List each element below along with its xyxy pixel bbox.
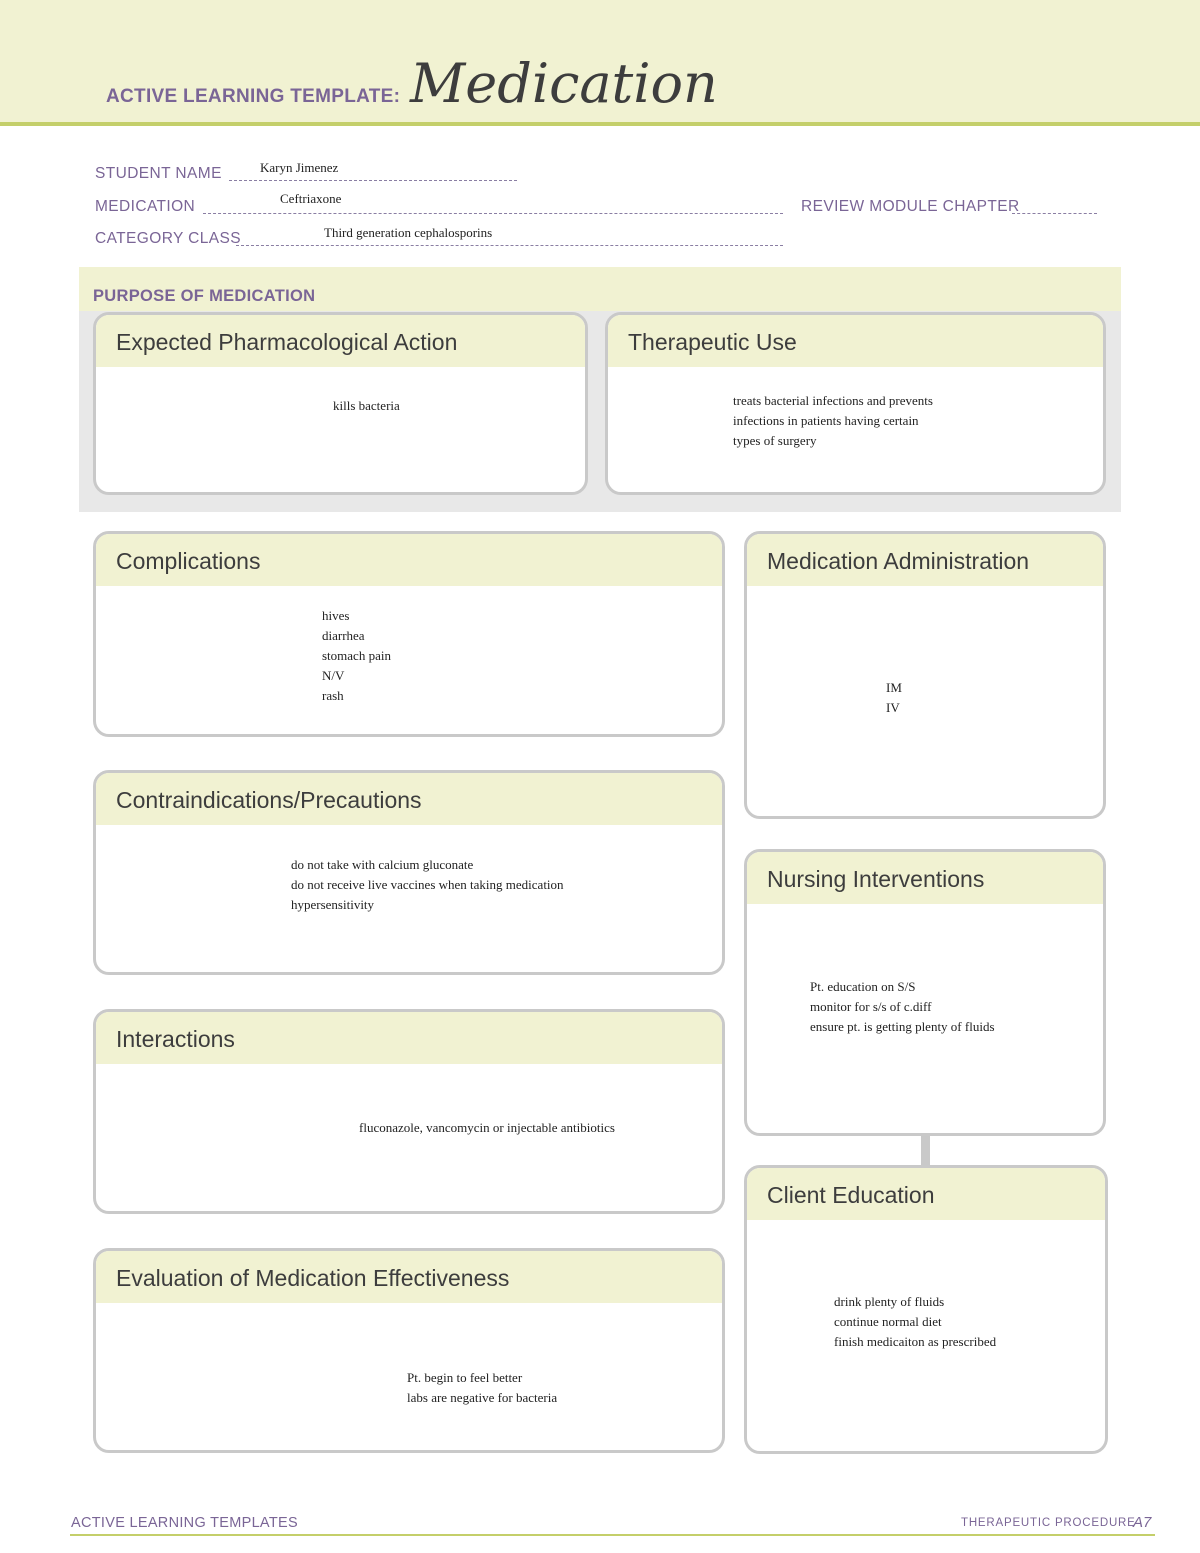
contraindications-text	[291, 855, 564, 915]
text-line: ensure pt. is getting plenty of fluids	[810, 1019, 995, 1034]
card-title: Contraindications/Precautions	[116, 787, 422, 813]
category-class-label: CATEGORY CLASS	[95, 230, 242, 247]
therapeutic-use-text	[733, 391, 933, 451]
review-module-chapter-label: REVIEW MODULE CHAPTER	[801, 198, 1020, 215]
expected-action-text	[333, 396, 400, 416]
client-education-text	[834, 1292, 996, 1352]
template-label: ACTIVE LEARNING TEMPLATE:	[106, 86, 401, 107]
card-title: Medication Administration	[767, 548, 1030, 574]
contraindications-card[interactable]	[93, 770, 725, 975]
student-name-line[interactable]	[229, 180, 517, 181]
text-line: fluconazole, vancomycin or injectable antibiotics	[359, 1120, 615, 1135]
text-line: labs are negative for bacteria	[407, 1390, 558, 1405]
complications-text	[322, 606, 391, 706]
text-line: types of surgery	[733, 433, 817, 448]
text-line: diarrhea	[322, 628, 365, 643]
text-line: kills bacteria	[333, 398, 400, 413]
medication-value[interactable]: Ceftriaxone	[280, 191, 342, 206]
card-connector	[921, 1133, 930, 1167]
interactions-card[interactable]	[93, 1009, 725, 1214]
card-title: Nursing Interventions	[767, 866, 985, 892]
text-line: IV	[886, 700, 900, 715]
card-title: Interactions	[116, 1026, 235, 1052]
category-class-line[interactable]	[236, 245, 783, 246]
text-line: do not take with calcium gluconate	[291, 857, 474, 872]
text-line: treats bacterial infections and prevents	[733, 393, 933, 408]
text-line: do not receive live vaccines when taking medication	[291, 877, 564, 892]
medication-line[interactable]	[203, 213, 783, 214]
footer-divider	[70, 1534, 1155, 1536]
template-title: Medication	[410, 52, 718, 115]
text-line: infections in patients having certain	[733, 413, 919, 428]
review-module-chapter-line[interactable]	[1012, 213, 1097, 214]
text-line: rash	[322, 688, 344, 703]
text-line: Pt. begin to feel better	[407, 1370, 523, 1385]
expected-action-card[interactable]	[93, 312, 588, 495]
nursing-interventions-card[interactable]	[744, 849, 1106, 1136]
footer-left-label: ACTIVE LEARNING TEMPLATES	[71, 1515, 298, 1531]
text-line: Pt. education on S/S	[810, 979, 916, 994]
header-divider	[0, 122, 1200, 126]
text-line: N/V	[322, 668, 345, 683]
text-line: finish medicaiton as prescribed	[834, 1334, 997, 1349]
nursing-interventions-text	[810, 977, 995, 1037]
medication-administration-text	[886, 678, 902, 718]
evaluation-text	[407, 1368, 557, 1408]
card-title: Complications	[116, 548, 261, 574]
interactions-text	[359, 1118, 615, 1138]
text-line: drink plenty of fluids	[834, 1294, 945, 1309]
card-title: Evaluation of Medication Effectiveness	[116, 1265, 510, 1291]
text-line: continue normal diet	[834, 1314, 942, 1329]
text-line: hypersensitivity	[291, 897, 375, 912]
purpose-title: PURPOSE OF MEDICATION	[93, 287, 316, 305]
text-line: IM	[886, 680, 902, 695]
footer-right-label: THERAPEUTIC PROCEDURE	[961, 1517, 1136, 1529]
text-line: monitor for s/s of c.diff	[810, 999, 932, 1014]
page-number: A7	[1133, 1514, 1152, 1531]
client-education-card[interactable]	[744, 1165, 1108, 1454]
card-title: Expected Pharmacological Action	[116, 329, 458, 355]
student-name-value[interactable]: Karyn Jimenez	[260, 160, 339, 175]
text-line: hives	[322, 608, 350, 623]
therapeutic-use-card[interactable]	[605, 312, 1106, 495]
card-title: Therapeutic Use	[628, 329, 797, 355]
text-line: stomach pain	[322, 648, 391, 663]
evaluation-card[interactable]	[93, 1248, 725, 1453]
student-name-label: STUDENT NAME	[95, 165, 222, 182]
category-class-value[interactable]: Third generation cephalosporins	[324, 225, 493, 240]
card-title: Client Education	[767, 1182, 935, 1208]
medication-label: MEDICATION	[95, 198, 196, 215]
medication-administration-card[interactable]	[744, 531, 1106, 819]
complications-card[interactable]	[93, 531, 725, 737]
